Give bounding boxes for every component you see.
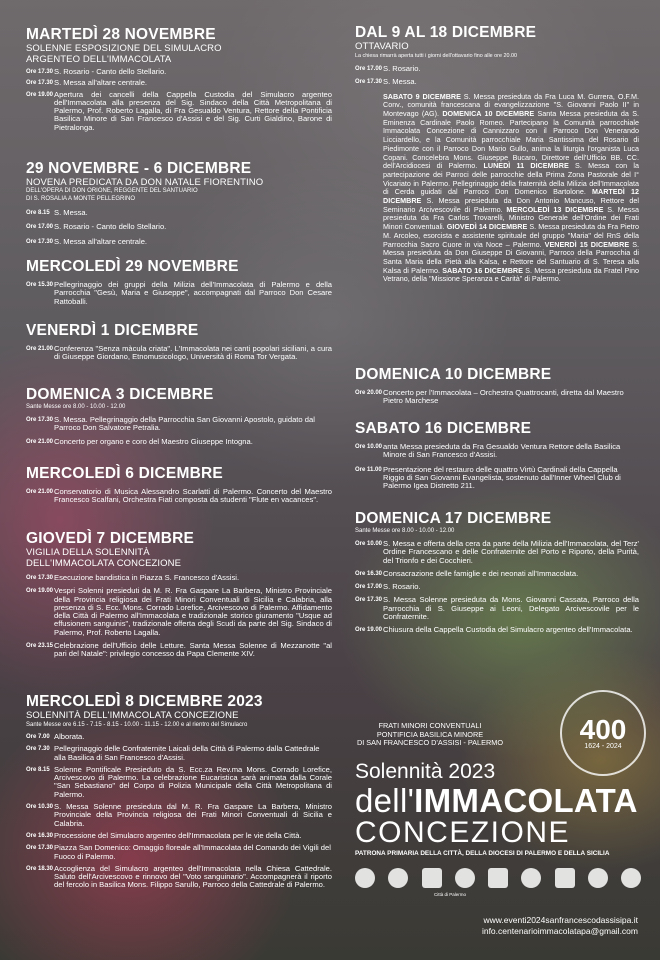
section-3-dicembre xyxy=(26,386,332,446)
event-row xyxy=(26,488,332,505)
event-text: S. Messa all'altare centrale. xyxy=(54,236,148,246)
event-text: S. Messa all'altare centrale. xyxy=(54,78,148,88)
event-row xyxy=(355,466,639,491)
event-time: Ore 17.30 xyxy=(355,79,383,86)
section-subtitle: SOLENNE ESPOSIZIONE DEL SIMULACRO xyxy=(26,43,222,54)
event-text: Vespri Solenni presieduti da M. R. Fra Gaspare La Barbera, Ministro Provinciale della Provincia religiosa dei Frati Minori Conventuali di Sicilia e Calabria, alla presenza di S. Ecc. Mons. Corrado Lorefice, Arcivescovo di Palermo. Affidamento della Città di Palermo all'Immacolata e tradizionale storico giuramento "Usque ad effusionem sanguinis", tradizionale offerta degli Scudi da parte del Sig. Sindaco di Palermo, Prof. Roberto Lagalla. xyxy=(54,586,332,637)
section-title: SABATO 16 DICEMBRE xyxy=(355,420,532,437)
event-time: Ore 15.30 xyxy=(26,282,54,288)
sponsor-logos xyxy=(355,868,641,888)
section-1-dicembre xyxy=(26,322,332,362)
event-row xyxy=(26,803,332,828)
event-row xyxy=(26,91,332,132)
event-text: Consacrazione delle famiglie e dei neonati all'Immacolata. xyxy=(383,568,579,578)
section-small: DELL'OPERA DI DON ORIONE, REGGENTE DEL SANTUARIO xyxy=(26,188,198,194)
event-row xyxy=(355,78,639,86)
section-subtitle: SOLENNITÀ DELL'IMMACOLATA CONCEZIONE xyxy=(26,710,239,721)
website-link[interactable]: www.eventi2024sanfrancescodassisipa.it xyxy=(483,915,638,925)
event-text: S. Messa Solenne presieduta da Mons. Giovanni Cassata, Parroco della Parrocchia di S. Giuseppe ai Leoni, Delegato Arcivescovile per le Confraternite. xyxy=(383,595,639,622)
section-17-dicembre xyxy=(355,510,639,635)
sponsor-logo-icon xyxy=(621,868,641,888)
section-29-novembre xyxy=(26,258,332,306)
logo-caption: Città di Palermo xyxy=(434,892,467,897)
event-text: Processione del Simulacro argenteo dell'Immacolata per le vie della Città. xyxy=(54,830,302,840)
section-title: 29 NOVEMBRE - 6 DICEMBRE xyxy=(26,160,252,177)
immacolata-title xyxy=(355,782,638,820)
section-title: MARTEDÌ 28 NOVEMBRE xyxy=(26,26,216,43)
event-time: Ore 19.00 xyxy=(26,91,54,98)
event-text: S. Messa Solenne presieduta dal M. R. Fra Gaspare La Barbera, Ministro Provinciale della Provincia religiosa dei Frati Minori Conventuali di Sicilia e Calabria. xyxy=(54,802,332,828)
section-8-dicembre xyxy=(26,693,332,890)
day-label: MARTEDÌ 12 DICEMBRE xyxy=(383,187,639,206)
section-subtitle: VIGILIA DELLA SOLENNITÀ xyxy=(26,547,150,558)
city-emblem-icon xyxy=(455,868,475,888)
event-row xyxy=(26,587,332,637)
section-title: MERCOLEDÌ 6 DICEMBRE xyxy=(26,465,223,482)
sponsor-logo-icon xyxy=(521,868,541,888)
sponsor-logo-icon xyxy=(555,868,575,888)
dell-prefix: dell' xyxy=(355,782,415,819)
event-text: Solenne Pontificale Presieduto da S. Ecc.za Rev.ma Mons. Corrado Lorefice, Arcivescovo di Palermo. La celebrazione Eucaristica sarà animata dalla Corale "San Sebastiano" del Corpo di Polizia Municipale della Città Metropolitana di Palermo. xyxy=(54,764,332,799)
event-time: Ore 17.30 xyxy=(26,238,54,245)
day-label: LUNEDÌ 11 DICEMBRE xyxy=(483,161,569,171)
sponsor-logo-icon xyxy=(488,868,508,888)
event-time: Ore 17.30 xyxy=(26,80,54,87)
event-row xyxy=(355,389,639,406)
org-line: FRATI MINORI CONVENTUALI xyxy=(378,721,482,730)
event-time: Ore 17.00 xyxy=(355,66,383,72)
event-text: S. Messa. Pellegrinaggio della Parrocchia San Giovanni Apostolo, guidato dal Parroco Don Salvatore Petralia. xyxy=(54,415,315,433)
event-time: Ore 17.00 xyxy=(26,224,54,231)
sponsor-logo-icon xyxy=(588,868,608,888)
section-title: DOMENICA 10 DICEMBRE xyxy=(355,366,552,383)
contact-block xyxy=(482,915,638,937)
franciscan-emblem-icon xyxy=(388,868,408,888)
event-time: Ore 7.00 xyxy=(26,734,50,740)
section-subtitle: OTTAVARIO xyxy=(355,41,409,52)
event-time: Ore 8.15 xyxy=(26,210,50,216)
solennita-title: Solennità 2023 xyxy=(355,760,496,783)
event-time: Ore 17.30 xyxy=(26,417,54,423)
event-row xyxy=(26,238,332,246)
event-time: Ore 10.00 xyxy=(355,541,383,547)
day-label: MERCOLEDÌ 13 DICEMBRE xyxy=(506,204,604,214)
event-row xyxy=(26,68,332,76)
event-row xyxy=(26,223,332,231)
event-text: Accoglienza del Simulacro argenteo dell'Immacolata nella Chiesa Cattedrale. Saluto dell'Arcivescovo e rinnovo del "Voto sanguinario". Accompagnerà il riporto del fercolo in Basilica Mons. Filippo Sarullo, Parroco della Cattedrale di Palermo. xyxy=(54,863,332,890)
event-text: Chiusura della Cappella Custodia del Simulacro argenteo dell'Immacolata. xyxy=(383,625,633,635)
event-time: Ore 23.15 xyxy=(26,643,54,650)
event-row xyxy=(26,766,332,799)
event-time: Ore 16.30 xyxy=(355,570,383,577)
event-text: Alborata. xyxy=(54,732,85,741)
event-row xyxy=(355,596,639,621)
event-time: Ore 8.15 xyxy=(26,766,50,773)
event-time: Ore 18.30 xyxy=(26,865,54,872)
section-16-dicembre xyxy=(355,420,639,490)
section-ottavario xyxy=(355,24,639,284)
immacolata-word: IMMACOLATA xyxy=(414,782,638,819)
centenary-seal xyxy=(560,690,646,776)
event-text: S. Messa e offerta della cera da parte della Milizia dell'Immacolata, del Terz' Ordine Francescano e delle Confraternite del Porto e Riporto, della Purità, del Trionfo e dei Cocchieri. xyxy=(383,539,639,565)
section-small: DI S. ROSALIA A MONTE PELLEGRINO xyxy=(26,195,136,202)
event-row xyxy=(26,733,332,741)
event-text: Esecuzione bandistica in Piazza S. Francesco d'Assisi. xyxy=(54,573,240,582)
patrona-line: PATRONA PRIMARIA DELLA CITTÀ, DELLA DIOCESI DI PALERMO E DELLA SICILIA xyxy=(355,850,610,857)
section-title: MERCOLEDÌ 29 NOVEMBRE xyxy=(26,258,239,275)
event-text: Concerto per organo e coro del Maestro Giuseppe Intogna. xyxy=(54,436,253,446)
event-text: Concerto per l'Immacolata – Orchestra Quattrocanti, diretta dal Maestro Pietro Marchese xyxy=(383,388,624,406)
org-line: PONTIFICIA BASILICA MINORE xyxy=(376,729,484,739)
day-text: S. Messa presieduta da Don Giuseppe Di Giovanni, Parroco della Parrocchia di Santa Maria della Pietà alla Kalsa, e Rettore del Santuario di S. Teresa alla Kalsa di Palermo. xyxy=(383,239,639,275)
event-time: Ore 17.30 xyxy=(26,575,54,581)
day-label: SABATO 16 DICEMBRE xyxy=(442,265,523,275)
section-28-novembre xyxy=(26,26,332,132)
event-text: Pellegrinaggio dei gruppi della Milizia dell'Immacolata di Palermo e della Parrocchia "Gesù, Maria e Giuseppe", accompagnati dal Parroco Don Cesare Rattoballi. xyxy=(54,280,332,306)
section-subtitle: DELL'IMMACOLATA CONCEZIONE xyxy=(26,558,182,569)
event-time: Ore 16.30 xyxy=(26,832,54,839)
day-text: S. Messa presieduta da Fratel Pino Vetrano, della "Missione Speranza e Carità" di Palermo. xyxy=(383,265,639,284)
section-note: Sante Messe ore 8.00 - 10.00 - 12.00 xyxy=(355,528,455,534)
event-row xyxy=(355,583,639,591)
event-row xyxy=(355,443,639,460)
org-line: DI SAN FRANCESCO D'ASSISI - PALERMO xyxy=(356,738,503,747)
section-note: Sante Messe ore 6.15 - 7.15 - 8.15 - 10.00 - 11.15 - 12.00 e al rientro del Simulacro xyxy=(26,722,248,728)
day-text: S. Messa presieduta da Fra Pietro M. Arcoleo, esorcista e assistente spirituale del gruppo "Maria" del RnS della Parrocchia Sacro Cuore in via Noce – Palermo. xyxy=(383,222,639,249)
event-row xyxy=(26,865,332,890)
section-subtitle: NOVENA PREDICATA DA DON NATALE FIORENTINO xyxy=(26,177,264,188)
day-label: DOMENICA 10 DICEMBRE xyxy=(442,109,535,118)
event-row xyxy=(26,574,332,582)
section-subtitle: ARGENTEO DELL'IMMACOLATA xyxy=(26,54,172,65)
event-row xyxy=(26,281,332,306)
section-title: DOMENICA 3 DICEMBRE xyxy=(26,386,214,403)
event-time: Ore 21.00 xyxy=(26,346,54,352)
event-time: Ore 17.00 xyxy=(355,584,383,591)
event-time: Ore 17.30 xyxy=(26,69,54,75)
event-text: S. Rosario - Canto dello Stellario. xyxy=(54,222,167,232)
day-text: S. Messa presieduta da Fra Luca M. Gurrera, O.F.M. Conv., comunità francescana di evangelizzazione "S. Giovanni Paolo II" in Montevago (AG). xyxy=(383,91,640,118)
section-title: GIOVEDÌ 7 DICEMBRE xyxy=(26,530,195,547)
section-title: DAL 9 AL 18 DICEMBRE xyxy=(355,24,537,41)
event-row xyxy=(355,570,639,578)
event-row xyxy=(355,540,639,565)
event-text: Conservatorio di Musica Alessandro Scarlatti di Palermo. Concerto del Maestro Francesco Scalfani, Orchestra Fiati composta da studenti "Flute en vacances". xyxy=(54,487,332,505)
event-row xyxy=(355,626,639,634)
section-7-dicembre xyxy=(26,530,332,659)
event-row xyxy=(26,844,332,861)
event-row xyxy=(26,745,332,762)
day-text: S. Messa presieduta da Don Antonio Mancuso, Rettore del Seminario Arcivescovile di Palermo. xyxy=(383,196,639,214)
day-text: S. Messa presieduta da Fra Carlos Trovarelli, Ministro Generale dell'Ordine dei Frati Minori Conventuali. xyxy=(383,204,639,232)
day-text: S. Messa con la partecipazione dei Parroci delle parrocchie della Prima Zona Pastorale del I° Vicariato in Palermo. Pellegrinaggio della fraternità della Milizia dell'Immacolata di Cerda guidati dal Parroco Don Domenico Bartolone. xyxy=(383,161,639,197)
organization-block xyxy=(355,722,505,748)
event-row xyxy=(26,832,332,840)
event-text: anta Messa presieduta da Fra Gesualdo Ventura Rettore della Basilica Minore di San Francesco d'Assisi. xyxy=(383,442,621,460)
section-6-dicembre xyxy=(26,465,332,505)
event-time: Ore 17.30 xyxy=(355,597,383,604)
event-time: Ore 10.00 xyxy=(355,444,383,450)
event-time: Ore 11.00 xyxy=(355,466,382,473)
day-label: SABATO 9 DICEMBRE xyxy=(383,91,461,101)
event-row xyxy=(26,438,332,446)
section-title: VENERDÌ 1 DICEMBRE xyxy=(26,322,199,339)
section-title: DOMENICA 17 DICEMBRE xyxy=(355,510,552,527)
event-time: Ore 21.00 xyxy=(26,438,54,445)
concezione-title: CONCEZIONE xyxy=(355,816,571,849)
section-10-dicembre xyxy=(355,366,639,406)
event-time: Ore 20.00 xyxy=(355,390,383,396)
event-text: S. Rosario. xyxy=(383,64,421,73)
seal-years: 1624 - 2024 xyxy=(584,742,622,750)
ottavario-paragraph xyxy=(383,93,639,284)
seal-number: 400 xyxy=(579,713,627,745)
event-text: Pellegrinaggio delle Confraternite Laicali della Città di Palermo dalla Cattedrale alla Basilica di San Francesco d'Assisi. xyxy=(54,744,320,762)
event-time: Ore 21.00 xyxy=(26,489,54,495)
day-label: GIOVEDÌ 14 DICEMBRE xyxy=(446,222,528,232)
email-link[interactable]: info.centenarioimmacolatapa@gmail.com xyxy=(481,926,638,936)
event-text: Celebrazione dell'Ufficio delle Letture. Santa Messa Solenne di Mezzanotte "al pari del Natale": privilegio concesso da Papa Clemente XIV. xyxy=(54,641,332,659)
event-text: Apertura dei cancelli della Cappella Custodia del Simulacro argenteo dell'Immacolata alla presenza del Sig. Sindaco della Città Metropolitana di Palermo, Prof. Roberto Lagalla, di Fra Gesualdo Ventura, Rettore della Pontificia Basilica Minore di San Francesco d'Assisi e del Sig. Curti Gialdino, Barone di Pietralonga. xyxy=(54,89,332,132)
event-text: Presentazione del restauro delle quattro Virtù Cardinali della Cappella Riggio di San Giovanni Evangelista, sostenuto dall'Inner Wheel Club di Palermo Igea Distretto 211. xyxy=(383,464,621,491)
event-time: Ore 19.00 xyxy=(355,627,383,634)
event-text: S. Rosario. xyxy=(383,582,421,592)
event-text: S. Messa. xyxy=(383,77,417,87)
section-novena xyxy=(26,160,332,246)
event-row xyxy=(355,65,639,73)
event-time: Ore 19.00 xyxy=(26,588,54,595)
coat-of-arms-icon xyxy=(355,868,375,888)
section-note: Sante Messe ore 8.00 - 10.00 - 12.00 xyxy=(26,404,126,410)
event-text: Piazza San Domenico: Omaggio floreale all'Immacolata del Comando dei Vigili del Fuoco di Palermo. xyxy=(54,843,331,861)
day-label: VENERDÌ 15 DICEMBRE xyxy=(544,239,630,249)
event-text: S. Rosario - Canto dello Stellario. xyxy=(54,67,167,76)
event-time: Ore 17.30 xyxy=(26,845,54,852)
event-row xyxy=(26,416,332,433)
event-text: S. Messa. xyxy=(54,208,88,217)
diocese-emblem-icon xyxy=(422,868,442,888)
section-title: MERCOLEDÌ 8 DICEMBRE 2023 xyxy=(26,693,263,710)
event-text: Conferenza "Senza màcula criata". L'Immacolata nei canti popolari siciliani, a cura di Giuseppe Giordano, Etnomusicologo, Università di Roma Tor Vergata. xyxy=(54,344,332,362)
event-row xyxy=(26,209,332,217)
event-row xyxy=(26,79,332,87)
event-row xyxy=(26,642,332,659)
event-time: Ore 7.30 xyxy=(26,746,50,753)
event-time: Ore 10.30 xyxy=(26,804,54,811)
day-text: Santa Messa presieduta da S. Eminenza Cardinale Paolo Romeo. Partecipano la Comunità parrocchiale Immacolata Concezione di Cannizzaro con il Parroco Don Venerando Licciardello, e la Comunità parrocchiale Maria Santissima del Rosario di Piedimonte con il Parroco Don Mario Gullo, anima la liturgia l'organista Luca Copani. Concelebra Mons. Giuseppe Bucaro, Direttore dell'Ufficio BB. CC. dell'Arcidiocesi di Palermo. xyxy=(383,109,639,171)
event-row xyxy=(26,345,332,362)
section-note: La chiesa rimarrà aperta tutti i giorni dell'ottavario fino alle ore 20.00 xyxy=(355,53,517,59)
